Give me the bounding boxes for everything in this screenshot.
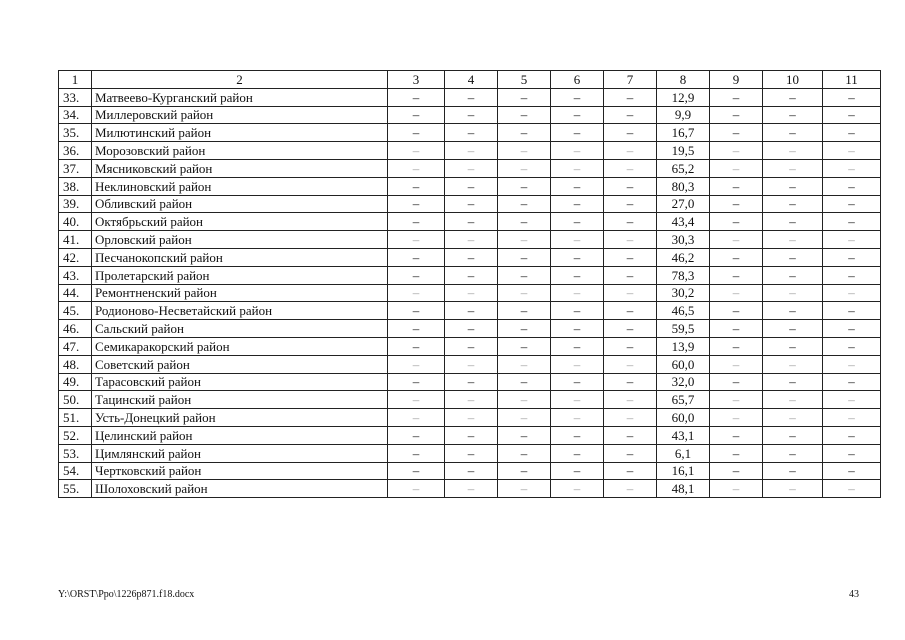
district-name-cell: Миллеровский район [92,106,388,124]
dash-cell: – [604,444,657,462]
column-header: 9 [710,71,763,89]
dash-cell: – [445,320,498,338]
dash-cell: – [551,284,604,302]
row-number-cell: 37. [59,159,92,177]
district-name-cell: Матвеево-Курганский район [92,88,388,106]
dash-cell: – [604,124,657,142]
table-row [59,480,881,498]
dash-cell: – [498,462,551,480]
district-name-cell: Целинский район [92,426,388,444]
dash-cell: – [551,88,604,106]
dash-cell: – [445,248,498,266]
dash-cell: – [710,88,763,106]
district-name-cell: Неклиновский район [92,177,388,195]
dash-cell: – [445,391,498,409]
table-row [59,355,881,373]
row-number-cell: 45. [59,302,92,320]
value-cell: 43,4 [657,213,710,231]
dash-cell: – [388,337,445,355]
dash-cell: – [710,248,763,266]
dash-cell: – [498,409,551,427]
dash-cell: – [445,462,498,480]
value-cell: 27,0 [657,195,710,213]
table-row [59,320,881,338]
dash-cell: – [498,124,551,142]
dash-cell: – [823,213,881,231]
table-row [59,88,881,106]
value-cell: 80,3 [657,177,710,195]
dash-cell: – [551,106,604,124]
row-number-cell: 35. [59,124,92,142]
dash-cell: – [498,159,551,177]
district-name-cell: Советский район [92,355,388,373]
value-cell: 16,7 [657,124,710,142]
dash-cell: – [445,426,498,444]
dash-cell: – [498,231,551,249]
dash-cell: – [551,409,604,427]
district-name-cell: Октябрьский район [92,213,388,231]
dash-cell: – [763,106,823,124]
dash-cell: – [604,159,657,177]
dash-cell: – [763,391,823,409]
dash-cell: – [710,159,763,177]
table-row [59,391,881,409]
dash-cell: – [763,284,823,302]
dash-cell: – [445,106,498,124]
dash-cell: – [445,266,498,284]
dash-cell: – [763,124,823,142]
dash-cell: – [388,284,445,302]
row-number-cell: 34. [59,106,92,124]
dash-cell: – [604,302,657,320]
dash-cell: – [498,195,551,213]
dash-cell: – [388,462,445,480]
district-name-cell: Песчанокопский район [92,248,388,266]
dash-cell: – [388,195,445,213]
value-cell: 43,1 [657,426,710,444]
dash-cell: – [551,444,604,462]
dash-cell: – [551,124,604,142]
table-row [59,337,881,355]
dash-cell: – [763,409,823,427]
dash-cell: – [551,248,604,266]
dash-cell: – [710,142,763,160]
table-row [59,124,881,142]
dash-cell: – [823,124,881,142]
dash-cell: – [498,88,551,106]
dash-cell: – [388,373,445,391]
dash-cell: – [823,159,881,177]
district-name-cell: Чертковский район [92,462,388,480]
dash-cell: – [498,480,551,498]
dash-cell: – [498,320,551,338]
row-number-cell: 51. [59,409,92,427]
district-name-cell: Шолоховский район [92,480,388,498]
table-row [59,284,881,302]
dash-cell: – [823,142,881,160]
dash-cell: – [445,159,498,177]
dash-cell: – [498,142,551,160]
dash-cell: – [445,231,498,249]
dash-cell: – [604,480,657,498]
column-header: 2 [92,71,388,89]
dash-cell: – [710,124,763,142]
dash-cell: – [604,177,657,195]
dash-cell: – [445,355,498,373]
dash-cell: – [551,195,604,213]
dash-cell: – [710,355,763,373]
dash-cell: – [823,248,881,266]
dash-cell: – [823,355,881,373]
value-cell: 9,9 [657,106,710,124]
dash-cell: – [763,480,823,498]
dash-cell: – [710,231,763,249]
page-number: 43 [849,589,859,600]
dash-cell: – [763,142,823,160]
table-row [59,462,881,480]
dash-cell: – [388,177,445,195]
row-number-cell: 43. [59,266,92,284]
dash-cell: – [763,462,823,480]
district-name-cell: Ремонтненский район [92,284,388,302]
dash-cell: – [823,444,881,462]
row-number-cell: 33. [59,88,92,106]
dash-cell: – [498,248,551,266]
dash-cell: – [445,480,498,498]
dash-cell: – [710,106,763,124]
dash-cell: – [551,159,604,177]
district-name-cell: Тацинский район [92,391,388,409]
dash-cell: – [604,284,657,302]
dash-cell: – [498,266,551,284]
dash-cell: – [498,426,551,444]
dash-cell: – [823,195,881,213]
dash-cell: – [823,320,881,338]
value-cell: 19,5 [657,142,710,160]
value-cell: 59,5 [657,320,710,338]
dash-cell: – [388,124,445,142]
row-number-cell: 48. [59,355,92,373]
district-table [58,70,881,498]
dash-cell: – [445,284,498,302]
dash-cell: – [710,391,763,409]
value-cell: 6,1 [657,444,710,462]
dash-cell: – [763,213,823,231]
value-cell: 46,2 [657,248,710,266]
value-cell: 16,1 [657,462,710,480]
dash-cell: – [388,248,445,266]
dash-cell: – [710,195,763,213]
dash-cell: – [763,302,823,320]
dash-cell: – [388,159,445,177]
dash-cell: – [604,231,657,249]
dash-cell: – [498,284,551,302]
dash-cell: – [604,266,657,284]
dash-cell: – [604,391,657,409]
dash-cell: – [710,373,763,391]
dash-cell: – [604,213,657,231]
table-header-row [59,71,881,89]
district-name-cell: Обливский район [92,195,388,213]
dash-cell: – [823,231,881,249]
value-cell: 13,9 [657,337,710,355]
table-row [59,373,881,391]
dash-cell: – [604,248,657,266]
dash-cell: – [763,320,823,338]
column-header: 8 [657,71,710,89]
dash-cell: – [604,355,657,373]
dash-cell: – [551,266,604,284]
dash-cell: – [604,142,657,160]
dash-cell: – [763,195,823,213]
dash-cell: – [823,409,881,427]
value-cell: 60,0 [657,409,710,427]
dash-cell: – [604,195,657,213]
dash-cell: – [823,88,881,106]
column-header: 4 [445,71,498,89]
dash-cell: – [498,337,551,355]
dash-cell: – [551,373,604,391]
dash-cell: – [604,106,657,124]
dash-cell: – [763,248,823,266]
value-cell: 32,0 [657,373,710,391]
column-header: 11 [823,71,881,89]
dash-cell: – [823,426,881,444]
district-name-cell: Тарасовский район [92,373,388,391]
column-header: 5 [498,71,551,89]
dash-cell: – [710,444,763,462]
dash-cell: – [388,426,445,444]
dash-cell: – [710,480,763,498]
row-number-cell: 42. [59,248,92,266]
dash-cell: – [763,177,823,195]
footer-file-path: Y:\ORST\Ppo\1226p871.f18.docx [58,589,195,600]
district-name-cell: Морозовский район [92,142,388,160]
dash-cell: – [710,462,763,480]
dash-cell: – [604,462,657,480]
dash-cell: – [498,302,551,320]
dash-cell: – [388,231,445,249]
dash-cell: – [823,284,881,302]
dash-cell: – [388,391,445,409]
dash-cell: – [551,480,604,498]
column-header: 6 [551,71,604,89]
dash-cell: – [388,213,445,231]
district-name-cell: Цимлянский район [92,444,388,462]
dash-cell: – [445,444,498,462]
district-name-cell: Орловский район [92,231,388,249]
dash-cell: – [498,213,551,231]
dash-cell: – [763,355,823,373]
dash-cell: – [551,337,604,355]
dash-cell: – [710,177,763,195]
dash-cell: – [763,159,823,177]
dash-cell: – [823,177,881,195]
dash-cell: – [551,391,604,409]
dash-cell: – [388,480,445,498]
value-cell: 12,9 [657,88,710,106]
value-cell: 65,2 [657,159,710,177]
dash-cell: – [823,462,881,480]
row-number-cell: 39. [59,195,92,213]
table-row [59,248,881,266]
dash-cell: – [763,88,823,106]
dash-cell: – [445,195,498,213]
dash-cell: – [604,426,657,444]
row-number-cell: 41. [59,231,92,249]
dash-cell: – [388,106,445,124]
dash-cell: – [445,373,498,391]
table-row [59,142,881,160]
column-header: 1 [59,71,92,89]
row-number-cell: 49. [59,373,92,391]
dash-cell: – [823,266,881,284]
dash-cell: – [604,373,657,391]
dash-cell: – [604,337,657,355]
dash-cell: – [498,444,551,462]
table-row [59,213,881,231]
district-name-cell: Сальский район [92,320,388,338]
dash-cell: – [763,231,823,249]
row-number-cell: 36. [59,142,92,160]
row-number-cell: 53. [59,444,92,462]
dash-cell: – [604,88,657,106]
dash-cell: – [763,426,823,444]
dash-cell: – [823,106,881,124]
dash-cell: – [498,355,551,373]
row-number-cell: 44. [59,284,92,302]
column-header: 7 [604,71,657,89]
dash-cell: – [388,320,445,338]
dash-cell: – [445,88,498,106]
table-row [59,177,881,195]
value-cell: 46,5 [657,302,710,320]
dash-cell: – [710,302,763,320]
dash-cell: – [388,302,445,320]
dash-cell: – [823,480,881,498]
column-header: 3 [388,71,445,89]
table-row [59,159,881,177]
dash-cell: – [551,177,604,195]
dash-cell: – [604,409,657,427]
dash-cell: – [498,373,551,391]
value-cell: 48,1 [657,480,710,498]
dash-cell: – [551,231,604,249]
dash-cell: – [445,213,498,231]
row-number-cell: 46. [59,320,92,338]
dash-cell: – [388,266,445,284]
dash-cell: – [445,337,498,355]
dash-cell: – [710,284,763,302]
table-row [59,106,881,124]
dash-cell: – [388,409,445,427]
dash-cell: – [823,391,881,409]
dash-cell: – [710,409,763,427]
dash-cell: – [551,213,604,231]
row-number-cell: 50. [59,391,92,409]
dash-cell: – [551,355,604,373]
table-row [59,266,881,284]
dash-cell: – [710,213,763,231]
dash-cell: – [551,462,604,480]
district-name-cell: Родионово-Несветайский район [92,302,388,320]
dash-cell: – [823,337,881,355]
row-number-cell: 54. [59,462,92,480]
table-row [59,409,881,427]
row-number-cell: 38. [59,177,92,195]
dash-cell: – [551,320,604,338]
dash-cell: – [388,355,445,373]
dash-cell: – [445,302,498,320]
dash-cell: – [388,444,445,462]
row-number-cell: 52. [59,426,92,444]
value-cell: 30,2 [657,284,710,302]
dash-cell: – [710,266,763,284]
dash-cell: – [445,124,498,142]
dash-cell: – [710,426,763,444]
dash-cell: – [763,337,823,355]
row-number-cell: 55. [59,480,92,498]
dash-cell: – [498,391,551,409]
district-name-cell: Пролетарский район [92,266,388,284]
district-name-cell: Семикаракорский район [92,337,388,355]
table-row [59,195,881,213]
dash-cell: – [823,302,881,320]
row-number-cell: 47. [59,337,92,355]
dash-cell: – [763,444,823,462]
dash-cell: – [823,373,881,391]
value-cell: 65,7 [657,391,710,409]
dash-cell: – [388,142,445,160]
dash-cell: – [388,88,445,106]
dash-cell: – [445,409,498,427]
value-cell: 30,3 [657,231,710,249]
table-row [59,302,881,320]
value-cell: 60,0 [657,355,710,373]
dash-cell: – [551,426,604,444]
column-header: 10 [763,71,823,89]
dash-cell: – [445,142,498,160]
table-row [59,426,881,444]
dash-cell: – [763,266,823,284]
table-row [59,231,881,249]
dash-cell: – [710,337,763,355]
table-row [59,444,881,462]
dash-cell: – [445,177,498,195]
table-body [59,88,881,497]
dash-cell: – [604,320,657,338]
dash-cell: – [710,320,763,338]
value-cell: 78,3 [657,266,710,284]
district-name-cell: Усть-Донецкий район [92,409,388,427]
district-name-cell: Мясниковский район [92,159,388,177]
dash-cell: – [551,302,604,320]
district-name-cell: Милютинский район [92,124,388,142]
dash-cell: – [498,177,551,195]
dash-cell: – [763,373,823,391]
row-number-cell: 40. [59,213,92,231]
dash-cell: – [551,142,604,160]
dash-cell: – [498,106,551,124]
